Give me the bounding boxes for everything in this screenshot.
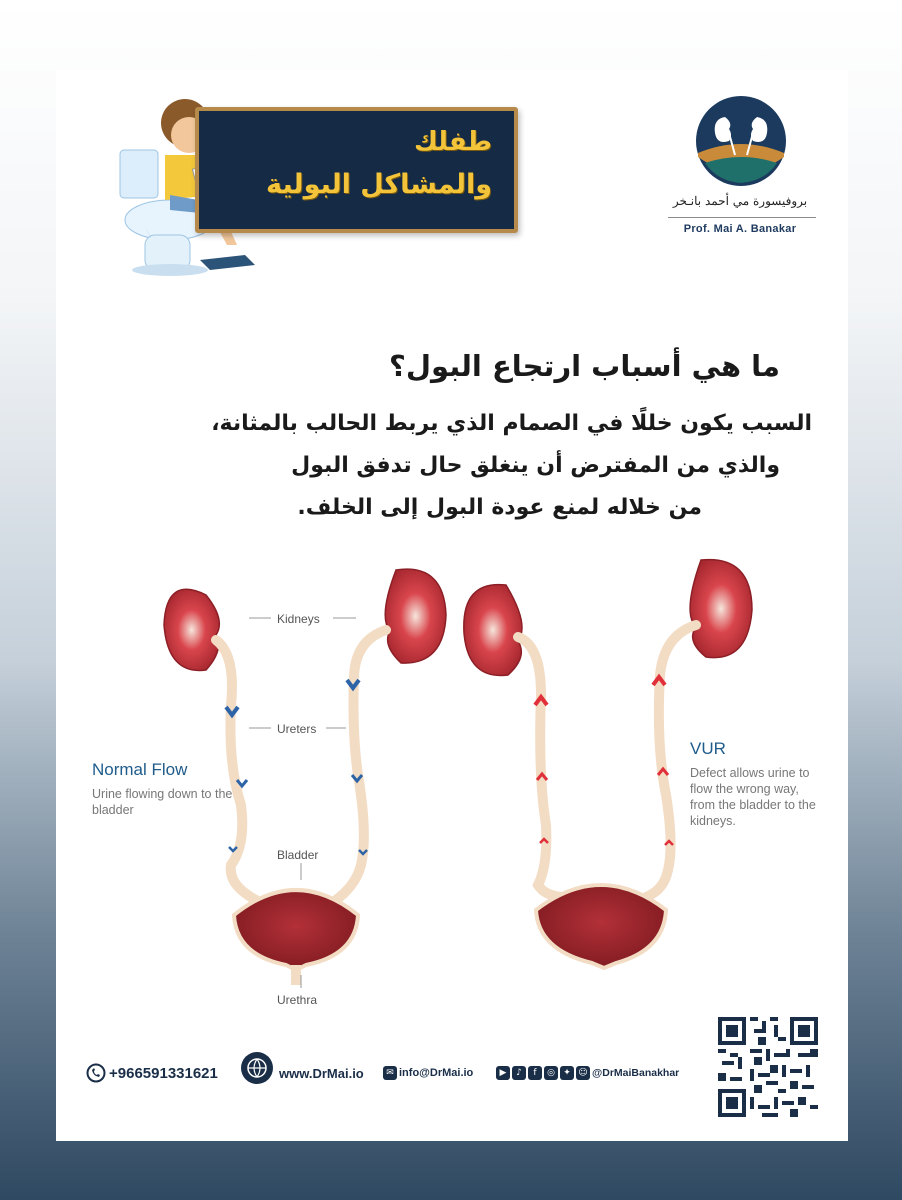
label-kidneys: Kidneys — [277, 612, 320, 626]
snapchat-icon: ☺ — [576, 1066, 590, 1080]
phone-number: +966591331621 — [109, 1064, 218, 1082]
doctor-name-english: Prof. Mai A. Banakar — [683, 223, 797, 235]
social-links[interactable] — [496, 1060, 679, 1086]
banner-title-line2: والمشاكل البولية — [266, 169, 492, 200]
banner-title-line1: طفلك — [413, 127, 492, 157]
vur-right-kidney — [690, 560, 752, 658]
instagram-icon: ◎ — [544, 1066, 558, 1080]
normal-left-kidney — [164, 589, 219, 670]
label-bladder: Bladder — [277, 848, 319, 862]
kidney-logo-icon — [695, 95, 787, 187]
normal-bladder — [234, 890, 358, 985]
email-link[interactable] — [383, 1060, 473, 1086]
normal-flow-desc: Urine flowing down to the bladder — [92, 787, 233, 817]
normal-right-kidney — [385, 569, 446, 663]
normal-right-ureter — [336, 630, 386, 900]
contact-footer — [86, 1060, 706, 1086]
question-title: ما هي أسباب ارتجاع البول؟ — [389, 349, 780, 383]
globe-icon — [240, 1051, 274, 1085]
website-text: www.DrMai.io — [279, 1065, 364, 1081]
website-link[interactable] — [279, 1060, 364, 1086]
vur-left-ureter — [518, 637, 561, 897]
answer-line-1: السبب يكون خللًا في الصمام الذي يربط الحالب بالمثانة، — [211, 411, 812, 436]
answer-line-3: من خلاله لمنع عودة البول إلى الخلف. — [297, 495, 702, 520]
label-ureters: Ureters — [277, 722, 317, 736]
normal-flow-title: Normal Flow — [92, 760, 188, 779]
social-handle: @DrMaiBanakhar — [592, 1067, 680, 1079]
label-urethra: Urethra — [277, 993, 318, 1007]
vur-desc: Defect allows urine to flow the wrong way, from the bladder to the kidneys. — [690, 766, 816, 828]
twitter-icon: ✦ — [560, 1066, 574, 1080]
phone-contact[interactable] — [86, 1060, 218, 1086]
normal-left-ureter — [216, 640, 256, 900]
vur-bladder — [536, 885, 666, 968]
email-icon: ✉ — [383, 1066, 397, 1080]
answer-line-2: والذي من المفترض أن ينغلق حال تدفق البول — [291, 453, 780, 478]
whatsapp-icon — [86, 1063, 106, 1083]
email-text: info@DrMai.io — [399, 1067, 474, 1079]
globe-badge — [240, 1055, 274, 1081]
facebook-icon: f — [528, 1066, 542, 1080]
doctor-name-arabic: بروفيسورة مي أحمد بانـخر — [672, 194, 808, 208]
qr-code[interactable] — [718, 1017, 818, 1117]
logo-divider — [668, 217, 816, 218]
vur-title: VUR — [690, 739, 726, 758]
answer-text — [112, 403, 812, 529]
tiktok-icon: ♪ — [512, 1066, 526, 1080]
vur-right-ureter — [646, 625, 696, 897]
title-banner — [195, 107, 518, 233]
youtube-icon: ▶ — [496, 1066, 510, 1080]
vur-left-kidney — [464, 585, 522, 676]
